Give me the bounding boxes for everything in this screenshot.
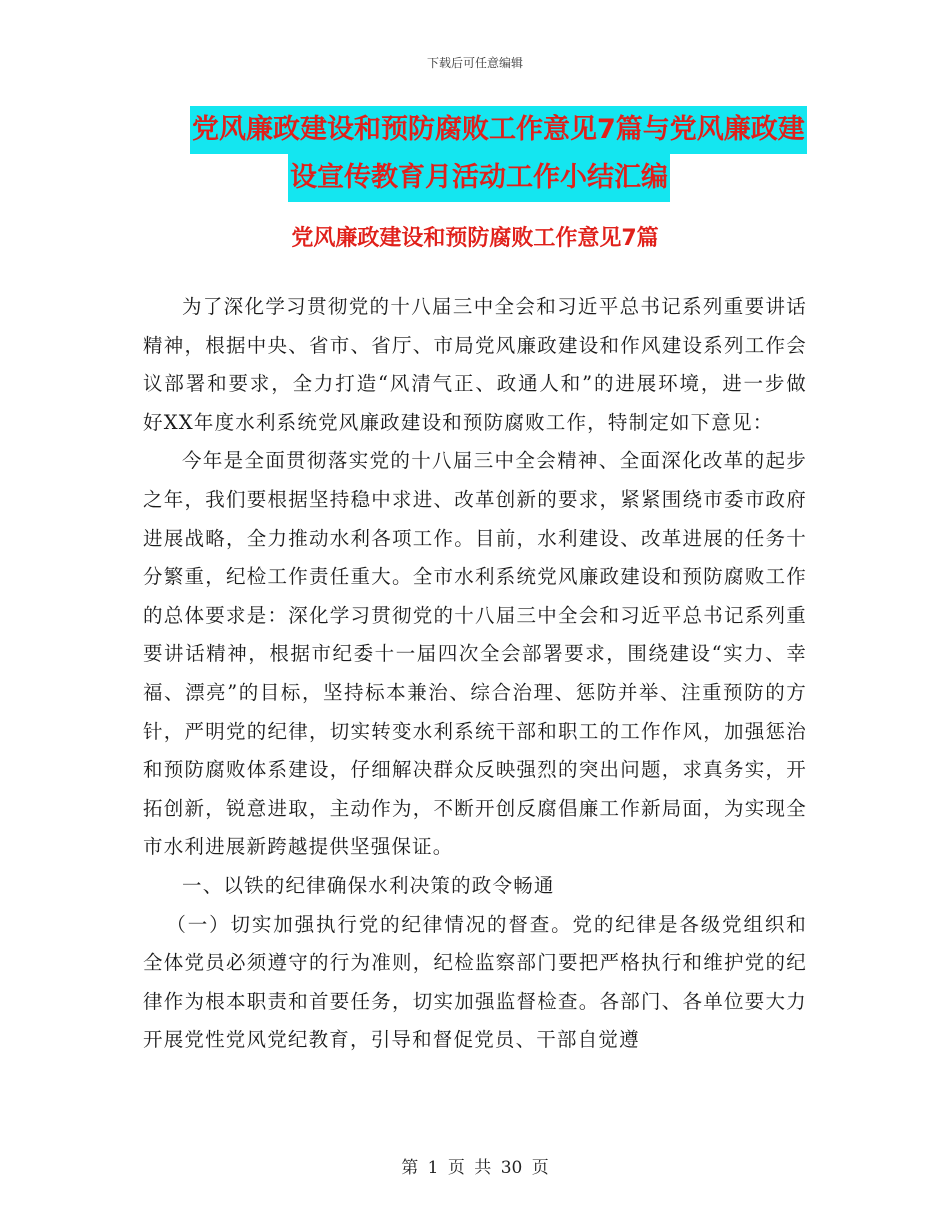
- paragraph-subsection-1: （一）切实加强执行党的纪律情况的督查。党的纪律是各级党组织和全体党员必须遵守的行为准则，纪检监察部门要把严格执行和维护党的纪律作为根本职责和首要任务，切实加强监督检查。各部门、各单位要大力开展党性党风党纪教育，引导和督促党员、干部自觉遵: [143, 912, 807, 1052]
- document-body: [143, 288, 807, 1060]
- title-line-1: 党风廉政建设和预防腐败工作意见7篇与党风廉政建: [190, 106, 807, 154]
- page-footer: 第 1 页 共 30 页: [401, 1158, 549, 1178]
- title-line-2: 设宣传教育月活动工作小结汇编: [288, 154, 670, 202]
- header-note: 下载后可任意编辑: [426, 56, 523, 70]
- section-heading-1: 一、以铁的纪律确保水利决策的政令畅通: [182, 873, 555, 897]
- section-title: 党风廉政建设和预防腐败工作意见7篇: [291, 226, 659, 251]
- paragraph-intro: 为了深化学习贯彻党的十八届三中全会和习近平总书记系列重要讲话精神，根据中央、省市、省厅、市局党风廉政建设和作风建设系列工作会议部署和要求，全力打造“风清气正、政通人和”的进展环境，进一步做好XX年度水利系统党风廉政建设和预防腐败工作，特制定如下意见：: [143, 295, 807, 434]
- document-title: [190, 106, 810, 202]
- paragraph-overview: 今年是全面贯彻落实党的十八届三中全会精神、全面深化改革的起步之年，我们要根据坚持稳中求进、改革创新的要求，紧紧围绕市委市政府进展战略，全力推动水利各项工作。目前，水利建设、改革进展的任务十分繁重，纪检工作责任重大。全市水利系统党风廉政建设和预防腐败工作的总体要求是：深化学习贯彻党的十八届三中全会和习近平总书记系列重要讲话精神，根据市纪委十一届四次全会部署要求，围绕建设“实力、幸福、漂亮”的目标，坚持标本兼治、综合治理、惩防并举、注重预防的方针，严明党的纪律，切实转变水利系统干部和职工的工作作风，加强惩治和预防腐败体系建设，仔细解决群众反映强烈的突出问题，求真务实，开拓创新，锐意进取，主动作为，不断开创反腐倡廉工作新局面，为实现全市水利进展新跨越提供坚强保证。: [143, 449, 807, 859]
